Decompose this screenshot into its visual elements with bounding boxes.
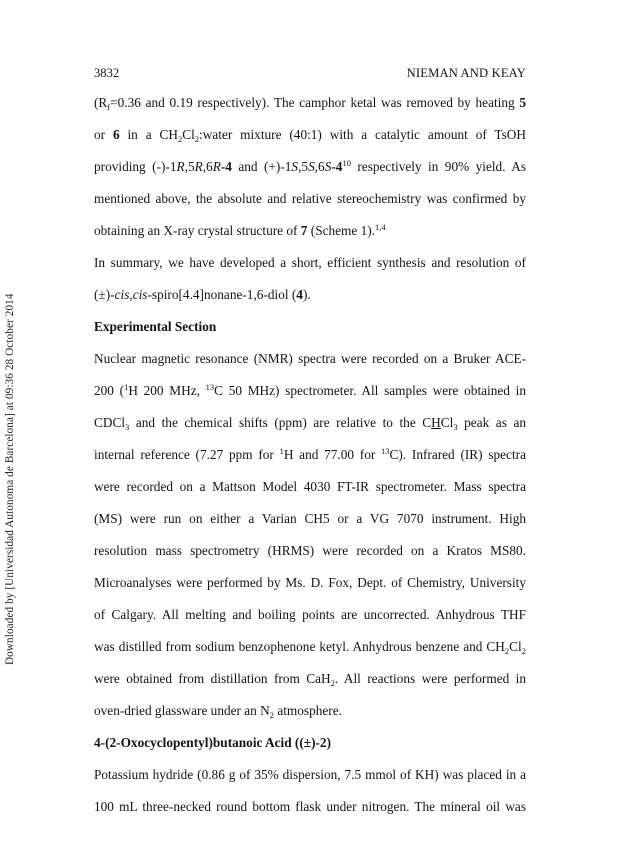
- page-header: [94, 66, 526, 82]
- text-line: 100 mL three-necked round bottom flask under nitrogen. The mineral oil was: [94, 799, 526, 814]
- text-line: oven-dried glassware under an $N_2$ atmosphere.: [94, 703, 342, 720]
- text-line: (±)-cis,cis-spiro[4.4]nonane-1,6-diol (4).: [94, 287, 311, 302]
- text-line: or 6 in a $CH_2Cl_2:water$ mixture (40:1) with a catalytic amount of TsOH: [94, 127, 526, 144]
- text-line: were obtained from distillation from CaH$_2$. All reactions were performed in: [94, 671, 526, 688]
- text-line: of Calgary. All melting and boiling points are uncorrected. Anhydrous THF: [94, 607, 526, 622]
- text-line: were recorded on a Mattson Model 4030 FT-IR spectrometer. Mass spectra: [94, 479, 526, 494]
- text-line: resolution mass spectrometry (HRMS) were recorded on a Kratos MS80.: [94, 543, 526, 558]
- text-line: In summary, we have developed a short, efficient synthesis and resolution of: [94, 255, 526, 270]
- text-line: (MS) were run on either a Varian CH5 or a VG 7070 instrument. High: [94, 511, 526, 526]
- body-text: [94, 87, 526, 823]
- text-line: ($R_f=0.36$ and 0.19 respectively). The camphor ketal was removed by heating 5: [94, 95, 526, 112]
- text-line: Nuclear magnetic resonance (NMR) spectra were recorded on a Bruker ACE-: [94, 351, 526, 366]
- text-line: 200 ($^1$H 200 MHz, $^{13}$C 50 MHz) spectrometer. All samples were obtained in: [94, 382, 526, 398]
- section-heading-compound-2: 4-(2-Oxocyclopentyl)butanoic Acid ((±)-2): [94, 735, 332, 750]
- text-line: mentioned above, the absolute and relative stereochemistry was confirmed by: [94, 191, 526, 206]
- text-line: obtaining an X-ray crystal structure of 7 (Scheme 1).$^{1,4}$: [94, 222, 386, 238]
- text-line: internal reference (7.27 ppm for $^1$H and 77.00 for $^{13}$C). Infrared (IR) spectra: [94, 446, 526, 462]
- running-head: NIEMAN AND KEAY: [406, 66, 526, 80]
- text-line: CDCl$_3$ and the chemical shifts (ppm) are relative to the CHCl$_3$ peak as an: [94, 415, 526, 432]
- text-line: Potassium hydride (0.86 g of 35% dispersion, 7.5 mmol of KH) was placed in a: [94, 767, 526, 782]
- section-heading-experimental: Experimental Section: [94, 319, 217, 334]
- page-number: 3832: [94, 66, 120, 80]
- text-line: providing (-)-1R,5R,6R-4 and $(+)-1S,5S,6S-4^{10}$ respectively in 90% yield. As: [94, 158, 526, 174]
- download-watermark-text: Downloaded by [Universidad Autonoma de Barcelona] at 09:36 28 October 2014: [4, 293, 16, 665]
- text-line: Microanalyses were performed by Ms. D. Fox, Dept. of Chemistry, University: [94, 575, 526, 590]
- text-line: was distilled from sodium benzophenone ketyl. Anhydrous benzene and $CH_2Cl_2$: [94, 639, 526, 656]
